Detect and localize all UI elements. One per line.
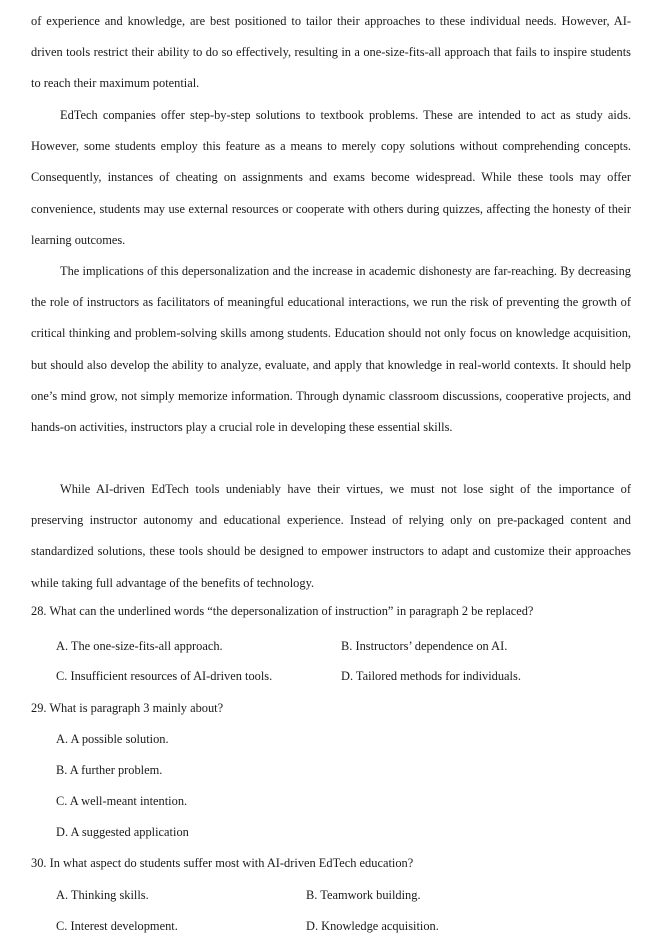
question-30-option-b[interactable]: B. Teamwork building. (306, 888, 421, 902)
question-30-option-c[interactable]: C. Interest development. (56, 919, 178, 933)
question-29-option-c[interactable]: C. A well-meant intention. (56, 794, 188, 808)
question-28-option-a[interactable]: A. The one-size-fits-all approach. (56, 639, 223, 653)
question-30-stem: 30. In what aspect do students suffer most with AI-driven EdTech education? (31, 856, 414, 870)
question-30-option-d[interactable]: D. Knowledge acquisition. (306, 919, 439, 933)
question-29-option-a[interactable]: A. A possible solution. (56, 732, 169, 746)
question-29-stem: 29. What is paragraph 3 mainly about? (31, 701, 224, 715)
question-28-option-c[interactable]: C. Insufficient resources of AI-driven tools. (56, 669, 273, 683)
question-28-option-b[interactable]: B. Instructors’ dependence on AI. (341, 639, 508, 653)
question-29-option-b[interactable]: B. A further problem. (56, 763, 163, 777)
passage-paragraph-edtech-solutions: EdTech companies offer step-by-step solutions to textbook problems. These are intended to act as study aids. However, some students employ this feature as a means to merely copy solutions without comprehending concepts. Consequently, instances of cheating on assignments and exams become widespread. While these tools may offer convenience, students may use external resources or cooperate with others during quizzes, affecting the honesty of their learning outcomes. (31, 108, 631, 247)
passage-paragraph-continued: of experience and knowledge, are best positioned to tailor their approaches to these individual needs. However, AI-driven tools restrict their ability to do so effectively, resulting in a one-size-fits-all approach that fails to inspire students to reach their maximum potential. (31, 14, 631, 91)
passage-paragraph-implications: The implications of this depersonalization and the increase in academic dishonesty are far-reaching. By decreasing the role of instructors as facilitators of meaningful educational interactions, we run the risk of preventing the growth of critical thinking and problem-solving skills among students. Education should not only focus on knowledge acquisition, but should also develop the ability to analyze, evaluate, and apply that knowledge in real-world contexts. It should help one’s mind grow, not simply memorize information. Through dynamic classroom discussions, cooperative projects, and hands-on activities, instructors play a crucial role in developing these essential skills. (31, 264, 631, 435)
question-28-option-d[interactable]: D. Tailored methods for individuals. (341, 669, 521, 683)
question-29-option-d[interactable]: D. A suggested application (56, 825, 189, 839)
question-28-stem: 28. What can the underlined words “the depersonalization of instruction” in paragraph 2 be replaced? (31, 604, 534, 618)
question-30-option-a[interactable]: A. Thinking skills. (56, 888, 149, 902)
passage-paragraph-conclusion: While AI-driven EdTech tools undeniably have their virtues, we must not lose sight of the importance of preserving instructor autonomy and educational experience. Instead of relying only on pre-packaged content and standardized solutions, these tools should be designed to empower instructors to adapt and customize their approaches while taking full advantage of the benefits of technology. (31, 482, 631, 590)
